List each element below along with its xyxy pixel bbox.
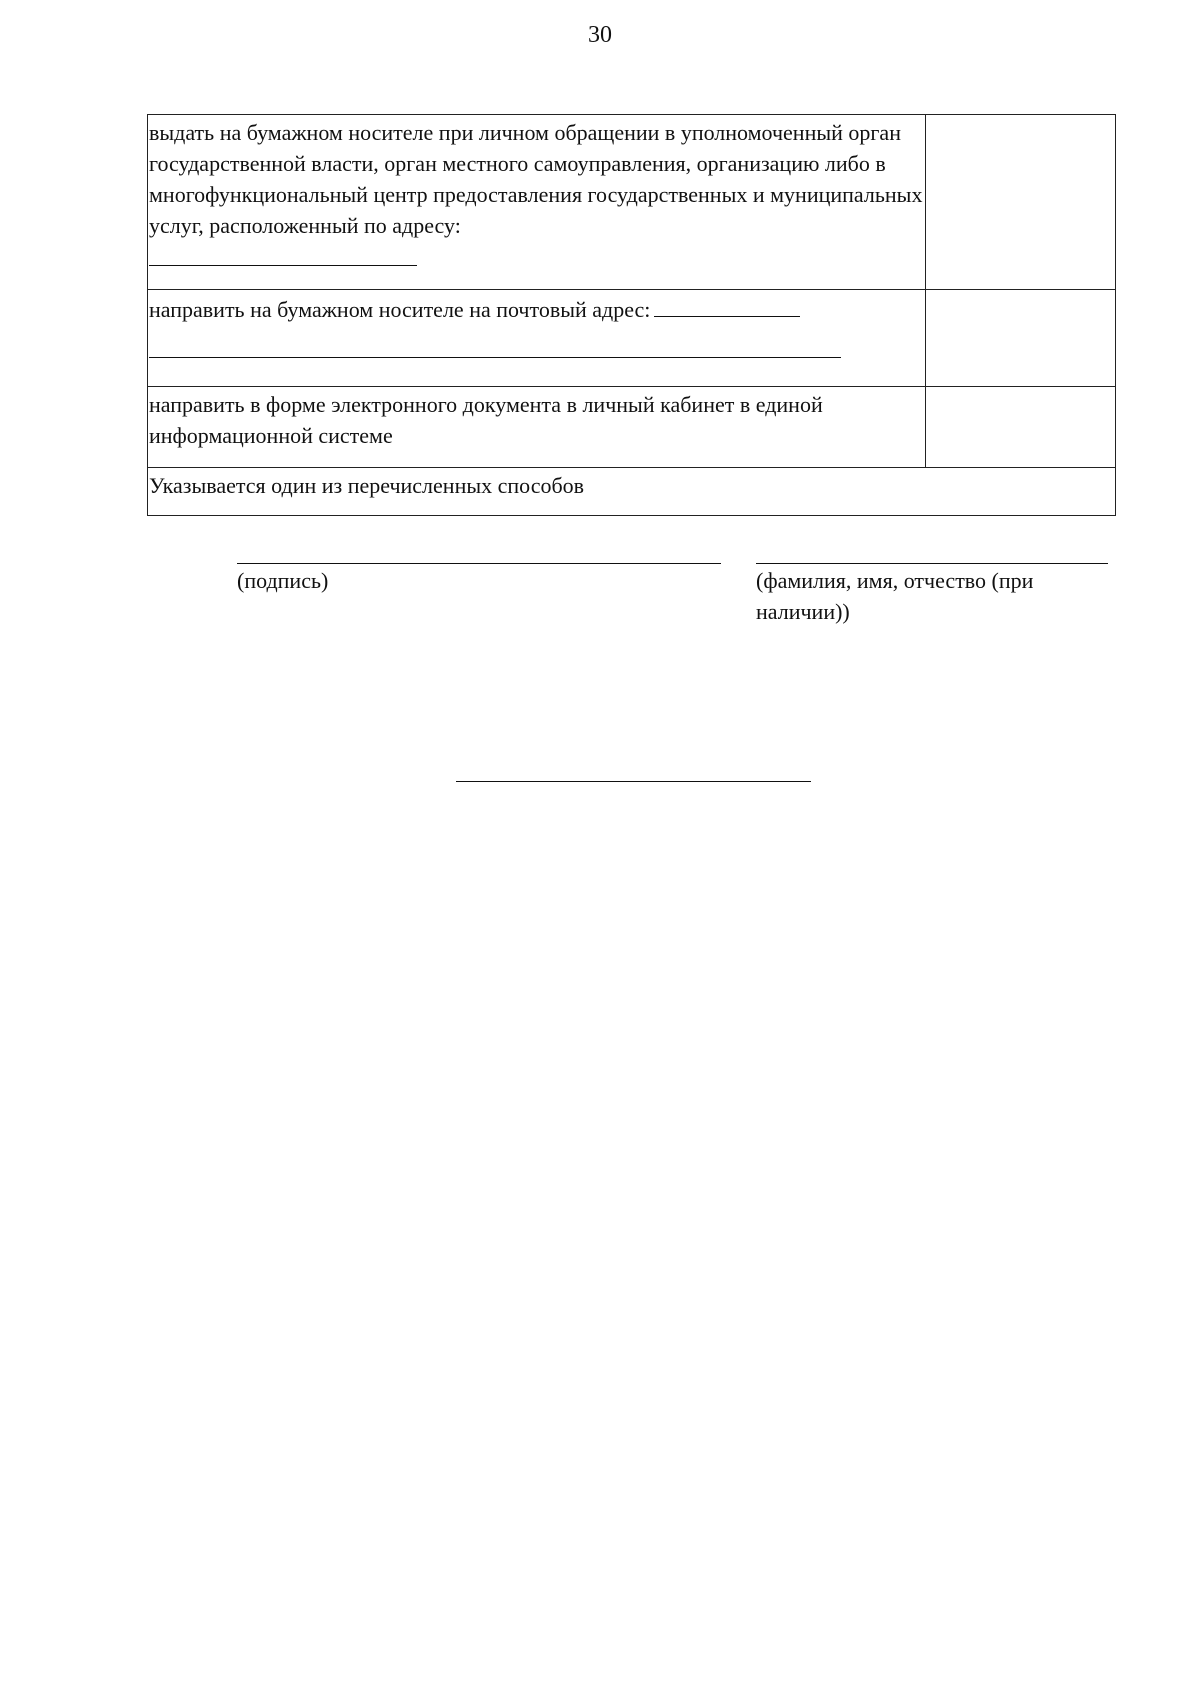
option-checkbox-postal[interactable] bbox=[926, 290, 1116, 387]
full-name-line[interactable] bbox=[756, 563, 1108, 564]
option-checkbox-electronic[interactable] bbox=[926, 387, 1116, 468]
note-cell bbox=[148, 468, 1116, 516]
option-checkbox-in-person[interactable] bbox=[926, 115, 1116, 290]
table-row bbox=[148, 115, 1116, 290]
signature-label: (подпись) bbox=[237, 568, 329, 593]
option-cell-postal bbox=[148, 290, 926, 387]
postal-address-blank-line[interactable] bbox=[654, 292, 800, 317]
table-row bbox=[148, 387, 1116, 468]
page-number: 30 bbox=[588, 22, 612, 48]
option-text-in-person: выдать на бумажном носителе при личном обращении в уполномоченный орган государственной власти, орган местного самоуправления, организацию либо в многофункциональный центр предоставления государственных и муниципальных услуг, расположенный по адресу: bbox=[149, 120, 923, 238]
table-row bbox=[148, 290, 1116, 387]
delivery-method-table bbox=[147, 114, 1116, 516]
signature-line[interactable] bbox=[237, 563, 721, 564]
full-name-label: (фамилия, имя, отчество (при наличии)) bbox=[756, 568, 1034, 624]
option-cell-in-person bbox=[148, 115, 926, 290]
postal-address-blank-line-2[interactable] bbox=[149, 333, 841, 358]
address-blank-line[interactable] bbox=[149, 241, 417, 266]
table-row bbox=[148, 468, 1116, 516]
option-text-postal: направить на бумажном носителе на почтовый адрес: bbox=[149, 297, 651, 322]
end-separator-line bbox=[456, 781, 811, 782]
note-text: Указывается один из перечисленных способов bbox=[149, 473, 585, 498]
option-cell-electronic bbox=[148, 387, 926, 468]
option-text-electronic: направить в форме электронного документа в личный кабинет в единой информационной системе bbox=[149, 392, 823, 448]
